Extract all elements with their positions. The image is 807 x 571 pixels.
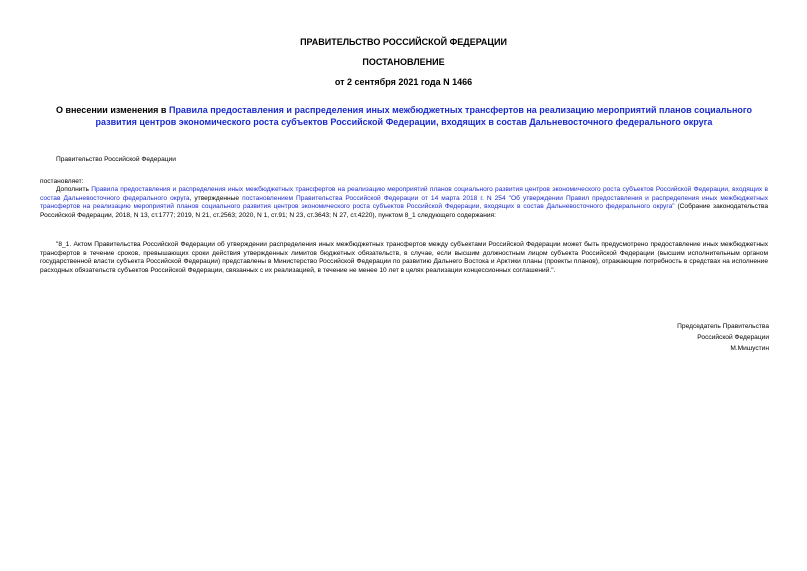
p1-prefix: Дополнить bbox=[56, 186, 92, 193]
header-government: ПРАВИТЕЛЬСТВО РОССИЙСКОЙ ФЕДЕРАЦИИ bbox=[300, 37, 507, 47]
title-link[interactable]: Правила предоставления и распределения иных межбюджетных трансфертов на реализацию мероприятий планов социального развития центров экономического роста субъектов Российской Федерации, входящих в состав Дальневосточного федерального округа bbox=[95, 105, 753, 127]
paragraph-amendment bbox=[40, 186, 768, 220]
rules-link[interactable]: Правила предоставления и распределения иных межбюджетных трансфертов на реализацию мероприятий планов социального развития центров экономического роста субъектов Российской Федерации, входящих в состав Дальневосточного федерального округа bbox=[40, 186, 768, 202]
document-title bbox=[36, 104, 772, 128]
resolution-link[interactable]: постановлением Правительства Российской Федерации от 14 марта 2018 г. N 254 "Об утверждении Правил предоставления и распределения иных межбюджетных трансфертов на реализацию мероприятий планов социального развития центров экономического роста субъектов Российской Федерации, входящих в состав Дальневосточного федерального округа" bbox=[40, 194, 768, 211]
p1-suffix: (Собрание законодательства Российской Федерации, 2018, N 13, ст.1777; 2019, N 21, ст.2563; 2020, N 1, ст.91; N 23, ст.3643; N 27, ст.4220), пунктом 8_1 следующего содержания: bbox=[40, 203, 768, 219]
paragraph-8-1: "8_1. Актом Правительства Российской Федерации об утверждении распределения иных межбюджетных трансфертов между субъектами Российской Федерации может быть предусмотрено предоставление иных межбюджетных трансфертов в течение сроков, превышающих сроки действия утвержденных лимитов бюджетных обязательств, в случае, если высшим должностным лицом субъекта Российской Федерации (высшим исполнительным органом государственной власти субъекта Российской Федерации) представлены в Министерство Российской Федерации по развитию Дальнего Востока и Арктики планы (проекты планов), отражающие потребность в средствах на исполнение расходных обязательств субъектов Российской Федерации, связанных с их реализацией, в течение не менее 10 лет в целях реализации концессионных соглашений.". bbox=[40, 241, 768, 274]
header-doc-type: ПОСТАНОВЛЕНИЕ bbox=[362, 57, 445, 67]
decides-label: постановляет: bbox=[40, 178, 84, 185]
signature-name: М.Мишустин bbox=[730, 345, 769, 352]
signature-block bbox=[677, 321, 769, 354]
signature-position: Председатель Правительства bbox=[677, 323, 769, 330]
p1-mid: , утвержденные bbox=[189, 194, 243, 202]
header-date-number: от 2 сентября 2021 года N 1466 bbox=[334, 77, 473, 87]
signature-country: Российской Федерации bbox=[697, 334, 769, 341]
title-prefix: О внесении изменения в bbox=[55, 105, 169, 115]
government-label: Правительство Российской Федерации bbox=[56, 156, 176, 163]
